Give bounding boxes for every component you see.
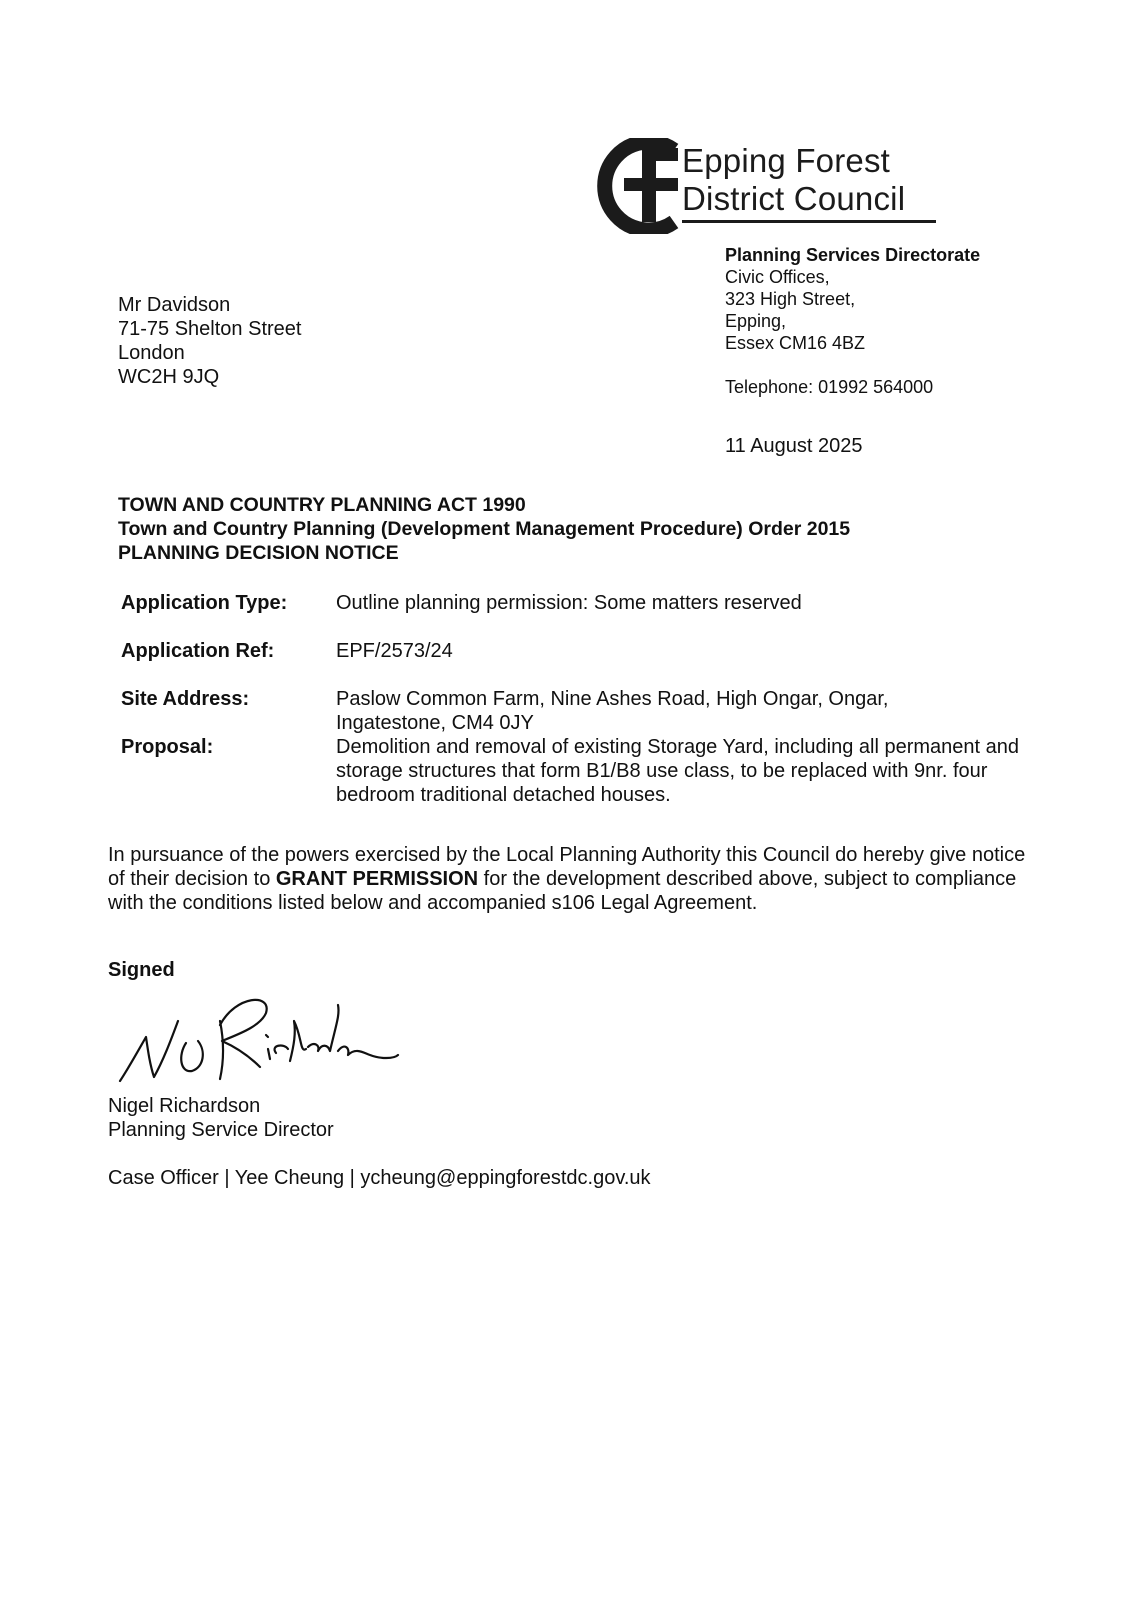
notice-heading: TOWN AND COUNTRY PLANNING ACT 1990 Town and Country Planning (Development Management Procedure) Order 2015 PLANNING DECISION NOTICE bbox=[118, 494, 851, 564]
sender-address: Planning Services Directorate Civic Offices, 323 High Street, Epping, Essex CM16 4BZ bbox=[725, 245, 981, 353]
application-type-label: Application Type: bbox=[121, 592, 288, 614]
telephone: Telephone: 01992 564000 bbox=[725, 377, 934, 397]
decision-paragraph: In pursuance of the powers exercised by the Local Planning Authority this Council do hereby give notice of their decision to GRANT PERMISSION for the development described above, subject to compliance with the conditions listed below and accompanied s106 Legal Agreement. bbox=[108, 844, 1026, 914]
application-type-value: Outline planning permission: Some matters reserved bbox=[336, 592, 802, 614]
logo-underline bbox=[682, 220, 936, 223]
signed-label: Signed bbox=[108, 959, 175, 981]
signatory-title: Planning Service Director bbox=[108, 1119, 334, 1141]
application-ref-value: EPF/2573/24 bbox=[336, 640, 453, 662]
council-emblem-icon bbox=[596, 138, 680, 234]
proposal-value: Demolition and removal of existing Storage Yard, including all permanent and storage structures that form B1/B8 use class, to be replaced with 9nr. four bedroom traditional detached houses. bbox=[336, 736, 1019, 806]
council-logo bbox=[596, 138, 941, 238]
application-ref-label: Application Ref: bbox=[121, 640, 275, 662]
site-address-value: Paslow Common Farm, Nine Ashes Road, High Ongar, Ongar, Ingatestone, CM4 0JY bbox=[336, 688, 889, 734]
recipient-address: Mr Davidson 71-75 Shelton Street London WC2H 9JQ bbox=[118, 294, 302, 388]
signatory-name: Nigel Richardson bbox=[108, 1095, 261, 1117]
logo-wordmark: Epping Forest District Council bbox=[682, 142, 906, 217]
proposal-label: Proposal: bbox=[121, 736, 214, 758]
decision-outcome: GRANT PERMISSION bbox=[275, 868, 479, 890]
handwritten-signature bbox=[112, 985, 402, 1090]
site-address-label: Site Address: bbox=[121, 688, 250, 710]
signatory bbox=[108, 1094, 334, 1142]
directorate-name: Planning Services Directorate bbox=[725, 245, 981, 265]
case-officer-line: Case Officer | Yee Cheung | ycheung@eppingforestdc.gov.uk bbox=[108, 1167, 651, 1189]
letter-date: 11 August 2025 bbox=[725, 435, 863, 457]
